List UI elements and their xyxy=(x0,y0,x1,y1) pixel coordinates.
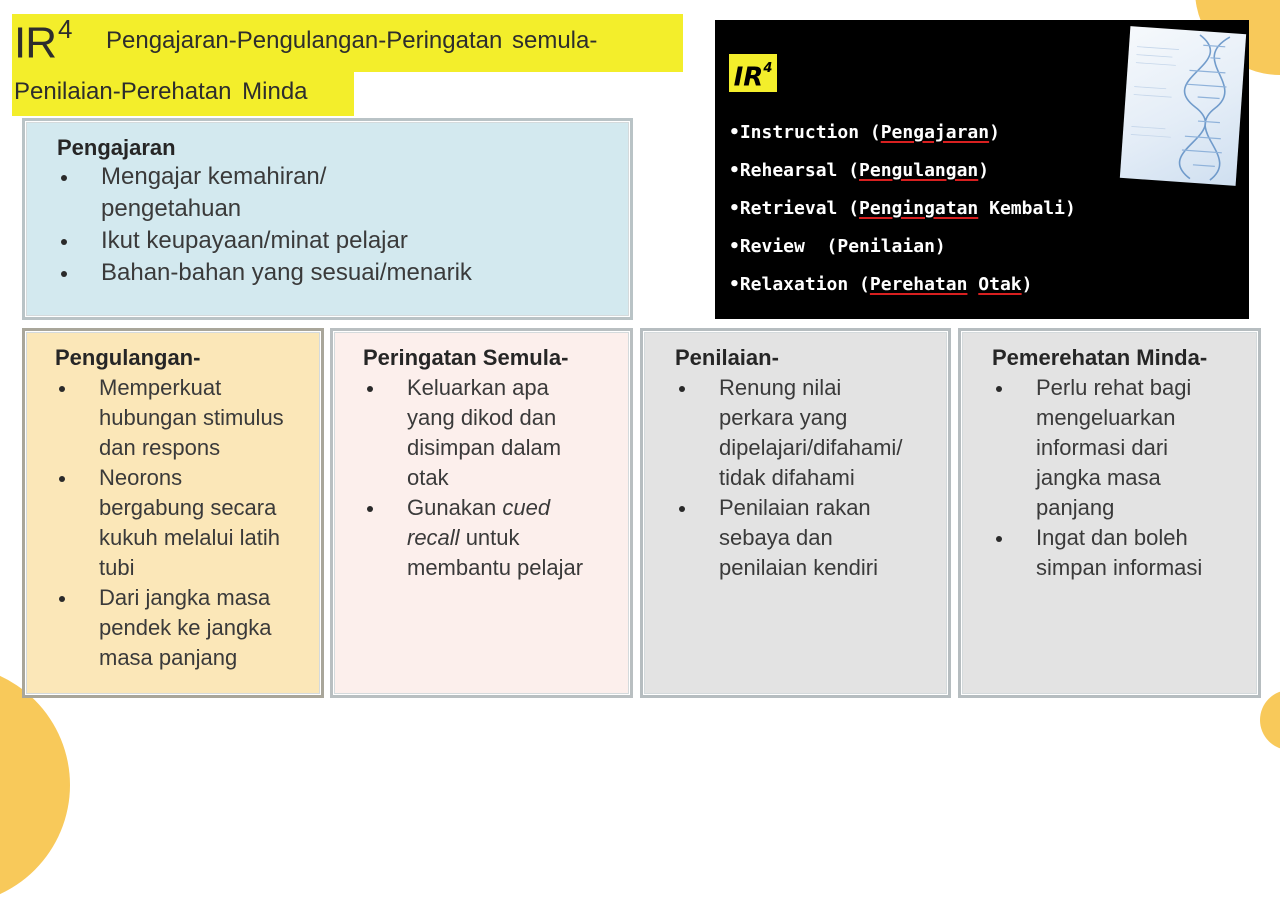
peringatan-box xyxy=(330,328,633,698)
ir4-panel xyxy=(715,20,1249,319)
pengajaran-title: Pengajaran xyxy=(57,135,176,160)
pengajaran-box xyxy=(22,118,633,320)
list-item: Memperkuat hubungan stimulus dan respons xyxy=(55,373,313,463)
pengulangan-title: Pengulangan- xyxy=(55,345,201,370)
peringatan-list xyxy=(363,373,622,583)
pemerehatan-title: Pemerehatan Minda- xyxy=(992,345,1208,370)
title-line-1: Pengajaran-Pengulangan-Peringatan semula- xyxy=(106,27,598,54)
list-item: Keluarkan apa yang dikod dan disimpan dalam otak xyxy=(363,373,622,493)
list-item: Ingat dan boleh simpan informasi xyxy=(992,523,1250,583)
pengajaran-list xyxy=(57,161,630,289)
list-item: Mengajar kemahiran/ pengetahuan xyxy=(57,161,630,225)
title-ir: $IR^4$ xyxy=(14,14,72,68)
title-line-2: Penilaian-Perehatan Minda xyxy=(14,78,308,105)
dna-helix-icon xyxy=(1120,26,1246,186)
list-item: •Instruction (Pengajaran) xyxy=(729,122,1000,143)
list-item: Renung nilai perkara yang dipelajari/difahami/ tidak difahami xyxy=(675,373,940,493)
list-item: Ikut keupayaan/minat pelajar xyxy=(57,225,630,257)
ir4-logo: $IR^4$ xyxy=(729,54,777,92)
penilaian-title: Penilaian- xyxy=(675,345,779,370)
pengulangan-box xyxy=(22,328,324,698)
list-item: •Retrieval (Pengingatan Kembali) xyxy=(729,198,1076,219)
pemerehatan-box xyxy=(958,328,1261,698)
list-item: •Review (Penilaian) xyxy=(729,236,946,257)
pemerehatan-list xyxy=(992,373,1250,583)
decor-blob-bottom-right xyxy=(1260,690,1280,750)
ir4-list xyxy=(729,114,1076,304)
peringatan-title: Peringatan Semula- xyxy=(363,345,569,370)
list-item: Dari jangka masa pendek ke jangka masa panjang xyxy=(55,583,313,673)
list-item: Penilaian rakan sebaya dan penilaian kendiri xyxy=(675,493,940,583)
list-item: •Relaxation (Perehatan Otak) xyxy=(729,274,1033,295)
list-item: Neorons bergabung secara kukuh melalui latih tubi xyxy=(55,463,313,583)
list-item: •Rehearsal (Pengulangan) xyxy=(729,160,990,181)
penilaian-box xyxy=(640,328,951,698)
penilaian-list xyxy=(675,373,940,583)
pengulangan-list xyxy=(55,373,313,673)
list-item: Gunakan cued recall untuk membantu pelajar xyxy=(363,493,622,583)
decor-blob-bottom-left xyxy=(0,665,70,905)
list-item: Bahan-bahan yang sesuai/menarik xyxy=(57,257,630,289)
list-item: Perlu rehat bagi mengeluarkan informasi dari jangka masa panjang xyxy=(992,373,1250,523)
